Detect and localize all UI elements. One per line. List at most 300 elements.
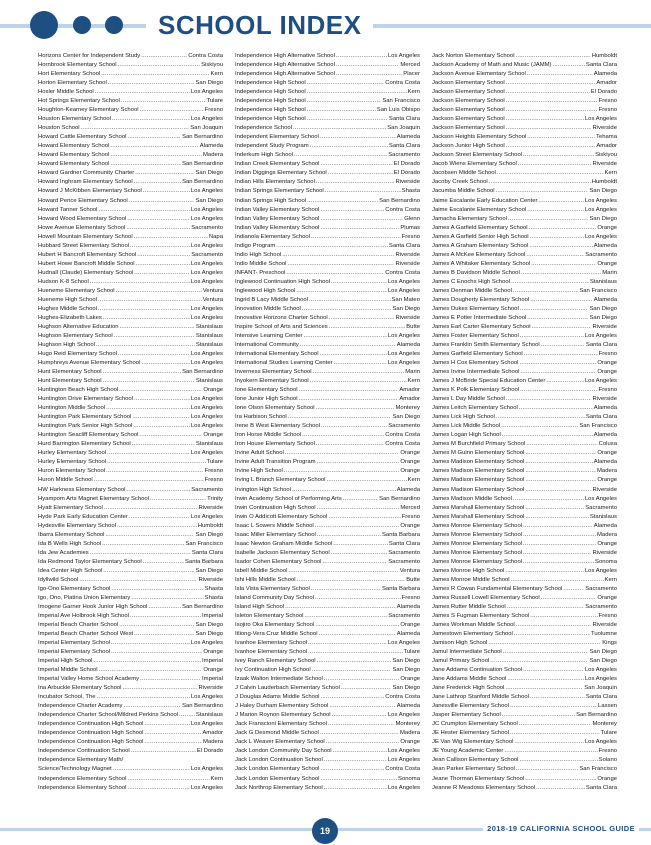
index-entry (38, 97, 223, 106)
school-name: Jack Franscioni Elementary School (235, 721, 327, 728)
school-name: Howe Avenue Elementary School (38, 224, 126, 231)
school-name: J Douglas Adams Middle School (235, 694, 320, 701)
county-name: San Diego (392, 305, 420, 312)
index-entry (38, 784, 223, 793)
school-name: Independence High School (235, 98, 306, 105)
index-entry (38, 603, 223, 612)
index-entry (38, 476, 223, 485)
dot-leader (519, 404, 593, 413)
dot-leader (134, 630, 194, 639)
school-name: James Russell Lowell Elementary School (432, 594, 540, 601)
dot-leader (102, 540, 184, 549)
county-name: Los Angeles (584, 378, 617, 385)
index-entry (38, 88, 223, 97)
dot-leader (307, 88, 407, 97)
index-entry (235, 142, 420, 151)
index-entry (38, 142, 223, 151)
index-entry (235, 323, 420, 332)
school-name: Isaac L Sowers Middle School (235, 522, 314, 529)
index-entry (235, 486, 420, 495)
county-name: San Bernardino (182, 369, 223, 376)
dot-leader (503, 648, 589, 657)
school-name: Isbell Middle School (235, 567, 288, 574)
dot-leader (326, 476, 406, 485)
index-entry (38, 449, 223, 458)
index-entry (38, 70, 223, 79)
county-name: San Bernardino (182, 161, 223, 168)
index-entry (38, 576, 223, 585)
index-entry (235, 702, 420, 711)
index-entry (432, 197, 617, 206)
index-columns (38, 52, 616, 793)
county-name: San Bernardino (182, 703, 223, 710)
school-name: Indian Creek Elementary School (235, 161, 320, 168)
county-name: Los Angeles (190, 784, 223, 791)
index-entry (235, 747, 420, 756)
school-name: Howell Mountain Elementary School (38, 233, 133, 240)
dot-leader (114, 332, 195, 341)
dot-leader (144, 738, 202, 747)
index-entry (235, 422, 420, 431)
index-entry (38, 756, 223, 765)
dot-leader (516, 621, 592, 630)
county-name: San Bernardino (576, 712, 617, 719)
school-name: Irwin Academy School of Performing Arts (235, 495, 342, 502)
index-entry (235, 585, 420, 594)
school-name: J Haley Durham Elementary School (235, 703, 329, 710)
dot-leader (103, 368, 182, 377)
dot-leader (284, 467, 400, 476)
school-name: James Garfield Elementary School (432, 351, 523, 358)
school-name: Izaak Walton Intermediate School (235, 676, 323, 683)
index-entry (432, 684, 617, 693)
dot-leader (490, 657, 588, 666)
school-name: International Elementary School (235, 351, 319, 358)
school-name: James A Whitaker Elementary School (432, 260, 531, 267)
index-entry (38, 747, 223, 756)
index-entry (38, 431, 223, 440)
school-name: Hornbrook Elementary School (38, 62, 117, 69)
index-entry (38, 540, 223, 549)
county-name: Los Angeles (190, 414, 223, 421)
county-name: Kern (604, 576, 617, 583)
dot-leader (106, 467, 204, 476)
school-name: Houston Elementary School (38, 116, 112, 123)
county-name: Los Angeles (190, 450, 223, 457)
school-name: Isla Vista Elementary School (235, 585, 310, 592)
county-name: Fresno (598, 612, 617, 619)
index-entry (38, 224, 223, 233)
county-name: Los Angeles (584, 233, 617, 240)
dot-leader (508, 215, 589, 224)
index-entry (432, 603, 617, 612)
dot-leader (106, 404, 190, 413)
school-name: Howard Elementary School (38, 152, 110, 159)
county-name: Alameda (593, 296, 617, 303)
dot-leader (523, 549, 591, 558)
school-name: Irvine Adult Transition Program (235, 459, 316, 466)
index-entry (235, 711, 420, 720)
index-entry (235, 504, 420, 513)
dot-leader (320, 775, 397, 784)
county-name: Orange (203, 649, 223, 656)
school-name: Ida Redmond Taylor Elementary School (38, 558, 142, 565)
index-entry (38, 305, 223, 314)
school-name: James Leitch Elementary School (432, 405, 518, 412)
index-entry (235, 224, 420, 233)
page-header (0, 0, 651, 50)
county-name: Sacramento (585, 504, 617, 511)
school-name: Huron Middle School (38, 477, 93, 484)
dot-leader (514, 630, 590, 639)
county-name: Orange (203, 667, 223, 674)
school-name: Intensive Learning Center (235, 332, 303, 339)
dot-leader (144, 729, 201, 738)
school-name: Irene B West Elementary School (235, 423, 321, 430)
index-entry (432, 70, 617, 79)
county-name: Napa (208, 233, 223, 240)
county-name: Alameda (593, 459, 617, 466)
county-name: Shasta (204, 594, 223, 601)
school-name: Independence Charter Academy (38, 703, 123, 710)
school-name: Hughson Elementary School (38, 332, 113, 339)
dot-leader (324, 675, 399, 684)
county-name: San Diego (195, 621, 223, 628)
dot-leader (315, 621, 399, 630)
index-entry (432, 395, 617, 404)
index-entry (38, 486, 223, 495)
dot-leader (343, 495, 378, 504)
index-entry (432, 178, 617, 187)
title-box (146, 8, 373, 42)
dot-leader (126, 486, 190, 495)
county-name: San Diego (392, 667, 420, 674)
index-entry (38, 675, 223, 684)
school-name: Indian Hills Elementary School (235, 179, 315, 186)
index-entry (235, 576, 420, 585)
dot-leader (313, 368, 405, 377)
dot-leader (297, 576, 406, 585)
school-name: Jackson Heights Elementary School (432, 134, 527, 141)
index-entry (235, 540, 420, 549)
index-entry (38, 287, 223, 296)
school-name: Jeane Thorman Elementary School (432, 775, 525, 782)
header-dot-medium (73, 16, 91, 34)
county-name: Los Angeles (584, 495, 617, 502)
index-entry (432, 657, 617, 666)
county-name: Humboldt (591, 179, 617, 186)
county-name: Los Angeles (387, 784, 420, 791)
dot-leader (523, 540, 596, 549)
dot-leader (525, 775, 596, 784)
school-name: Independence Continuation School (38, 748, 130, 755)
school-name: Inspire School of Arts and Sciences (235, 323, 328, 330)
dot-leader (525, 449, 596, 458)
dot-leader (300, 341, 396, 350)
county-name: Orange (203, 432, 223, 439)
school-name: Jackson Elementary School (432, 89, 505, 96)
index-entry (432, 404, 617, 413)
index-entry (432, 142, 617, 151)
county-name: Riverside (592, 621, 617, 628)
dot-leader (320, 133, 396, 142)
school-name: J Marion Roynon Elementary School (235, 712, 331, 719)
county-name: Riverside (395, 260, 420, 267)
county-name: Santa Clara (585, 342, 617, 348)
county-name: Contra Costa (385, 694, 420, 701)
dot-leader (328, 513, 400, 522)
dot-leader (118, 61, 200, 70)
school-name: Jane Lathrop Stanford Middle School (432, 694, 529, 701)
county-name: El Dorado (590, 89, 617, 96)
dot-leader (317, 504, 400, 513)
dot-leader (117, 522, 197, 531)
dot-leader (310, 377, 407, 386)
county-name: Los Angeles (190, 278, 223, 285)
county-name: Sonoma (398, 775, 420, 782)
county-name: Shasta (401, 188, 420, 195)
index-entry (235, 522, 420, 531)
dot-leader (307, 79, 385, 88)
header-dot-large (30, 11, 58, 39)
dot-leader (98, 296, 202, 305)
index-entry (432, 747, 617, 756)
index-entry (432, 720, 617, 729)
county-name: Kern (407, 378, 420, 385)
county-name: Los Angeles (190, 269, 223, 276)
dot-leader (103, 567, 194, 576)
dot-leader (120, 323, 195, 332)
county-name: Santa Clara (585, 694, 617, 701)
index-entry (432, 269, 617, 278)
county-name: Santa Barbara (382, 585, 420, 592)
dot-leader (523, 666, 584, 675)
dot-leader (105, 531, 194, 540)
index-entry (235, 124, 420, 133)
dot-leader (316, 404, 395, 413)
index-entry (235, 413, 420, 422)
index-entry (235, 756, 420, 765)
county-name: San Francisco (382, 98, 420, 105)
county-name: Los Angeles (387, 351, 420, 358)
index-entry (235, 784, 420, 793)
dot-leader (329, 702, 395, 711)
dot-leader (317, 657, 392, 666)
index-entry (432, 422, 617, 431)
county-name: Sacramento (388, 558, 420, 565)
dot-leader (546, 377, 584, 386)
dot-leader (336, 70, 402, 79)
county-name: Amador (596, 143, 617, 150)
school-name: Idyllwild School (38, 576, 79, 583)
school-name: Hubert H Bancroft Elementary School (38, 251, 137, 258)
county-name: Los Angeles (584, 667, 617, 674)
index-entry (432, 124, 617, 133)
county-name: Glenn (404, 215, 420, 222)
county-name: Amador (596, 80, 617, 87)
county-name: Santa Clara (388, 540, 420, 547)
school-name: Independence Charter School/Mildred Perkins School (38, 712, 179, 719)
county-name: Contra Costa (385, 206, 420, 213)
county-name: El Dorado (196, 748, 223, 755)
dot-leader (99, 206, 190, 215)
index-entry (235, 648, 420, 657)
dot-leader (506, 142, 596, 151)
dot-leader (506, 88, 590, 97)
dot-leader (510, 702, 597, 711)
dot-leader (81, 124, 190, 133)
index-entry (38, 702, 223, 711)
county-name: San Diego (195, 197, 223, 204)
index-entry (432, 621, 617, 630)
county-name: Orange (597, 775, 617, 782)
county-name: Los Angeles (190, 188, 223, 195)
county-name: Shasta (204, 585, 223, 592)
index-entry (235, 197, 420, 206)
county-name: Santa Barbara (382, 531, 420, 538)
school-name: Horizons Center for Independent Study (38, 53, 141, 59)
school-name: Igo-Ono Elementary School (38, 585, 111, 592)
dot-leader (518, 160, 592, 169)
county-name: Orange (400, 676, 420, 683)
school-name: Independence High Alternative School (235, 71, 335, 78)
county-name: Fresno (401, 233, 420, 240)
school-name: James Lick High School (432, 414, 495, 421)
county-name: Marin (602, 269, 617, 276)
county-name: Plumas (400, 224, 420, 231)
school-name: James Monroe Elementary School (432, 558, 523, 565)
county-name: San Diego (195, 567, 223, 574)
index-entry (235, 603, 420, 612)
school-name: James E Potter Intermediate School (432, 314, 527, 321)
county-name: Riverside (592, 323, 617, 330)
county-name: Sacramento (191, 251, 223, 258)
county-name: Ventura (202, 287, 223, 294)
dot-leader (513, 495, 584, 504)
index-entry (432, 106, 617, 115)
county-name: Orange (203, 387, 223, 394)
index-entry (432, 765, 617, 774)
county-name: Kern (407, 477, 420, 484)
county-name: Butte (406, 576, 420, 583)
school-name: Iron House Elementary School (235, 441, 315, 448)
school-name: Isador Cohen Elementary School (235, 558, 322, 565)
county-name: San Francisco (579, 766, 617, 773)
index-entry (432, 350, 617, 359)
dot-leader (131, 747, 196, 756)
school-name: JC Crumpton Elementary School (432, 721, 518, 728)
dot-leader (143, 558, 184, 567)
school-name: Huntington Drive Elementary School (38, 396, 133, 403)
school-name: James Earl Carter Elementary School (432, 323, 531, 330)
dot-leader (307, 106, 376, 115)
index-entry (432, 431, 617, 440)
county-name: El Dorado (393, 170, 420, 177)
county-name: Lassen (598, 703, 617, 710)
school-name: Isabelle Jackson Elementary School (235, 549, 330, 556)
dot-leader (95, 88, 190, 97)
index-entry (432, 160, 617, 169)
index-entry (38, 169, 223, 178)
index-entry (432, 513, 617, 522)
county-name: Riverside (592, 396, 617, 403)
index-entry (38, 106, 223, 115)
county-name: Los Angeles (190, 423, 223, 430)
index-entry (38, 386, 223, 395)
index-entry (432, 648, 617, 657)
index-entry (432, 115, 617, 124)
dot-leader (553, 61, 585, 70)
dot-leader (502, 431, 593, 440)
school-name: James Monroe Elementary School (432, 531, 523, 538)
county-name: Fresno (598, 351, 617, 358)
dot-leader (525, 476, 596, 485)
dot-leader (324, 756, 387, 765)
county-name: Contra Costa (385, 766, 420, 773)
dot-leader (132, 413, 190, 422)
index-entry (235, 115, 420, 124)
school-name: Jack Norton Elementary School (432, 53, 515, 59)
county-name: San Diego (589, 305, 617, 312)
index-entry (432, 323, 617, 332)
dot-leader (107, 449, 190, 458)
school-name: Indian Diggings Elementary School (235, 170, 327, 177)
index-entry (235, 449, 420, 458)
index-entry (38, 639, 223, 648)
county-name: Alameda (593, 242, 617, 249)
county-name: Stanislaus (589, 513, 617, 520)
school-name: Jackson Junior High School (432, 143, 505, 150)
county-name: Placer (403, 71, 420, 78)
dot-leader (334, 359, 387, 368)
dot-leader (107, 458, 205, 467)
school-name: Irwin O Addicott Elementary School (235, 513, 328, 520)
dot-leader (135, 169, 194, 178)
school-name: Huntington Middle School (38, 405, 106, 412)
index-entry (432, 233, 617, 242)
county-name: San Bernardino (182, 179, 223, 186)
school-name: James R Cowan Fundamental Elementary School (432, 585, 563, 592)
index-entry (235, 531, 420, 540)
dot-leader (526, 251, 584, 260)
school-name: Indian Springs Elementary School (235, 188, 324, 195)
school-name: Hudnall (Claude) Elementary School (38, 269, 134, 276)
county-name: San Luis Obispo (376, 107, 420, 114)
school-name: James J McBride Special Education Center (432, 378, 546, 385)
index-entry (38, 693, 223, 702)
school-name: Jamison High School (432, 640, 488, 647)
county-name: Orange (400, 522, 420, 529)
county-name: Madera (203, 152, 223, 159)
school-name: Huntington Park Senior High School (38, 423, 133, 430)
index-entry (432, 531, 617, 540)
school-name: Iron Horse Middle School (235, 432, 302, 439)
index-entry (432, 169, 617, 178)
index-entry (432, 567, 617, 576)
school-name: Jack G Desmond Middle School (235, 730, 319, 737)
dot-leader (90, 278, 190, 287)
school-name: International Community (235, 342, 299, 348)
dot-leader (276, 242, 388, 251)
index-entry (432, 784, 617, 793)
dot-leader (121, 97, 206, 106)
dot-leader (511, 278, 589, 287)
dot-leader (134, 395, 190, 404)
school-name: Indian Valley Elementary School (235, 206, 320, 213)
school-name: Jacob Wiens Elementary School (432, 161, 517, 168)
school-name: Inglewood Continuation High School (235, 278, 330, 285)
school-name: Jack Northrop Elementary School (235, 784, 323, 791)
